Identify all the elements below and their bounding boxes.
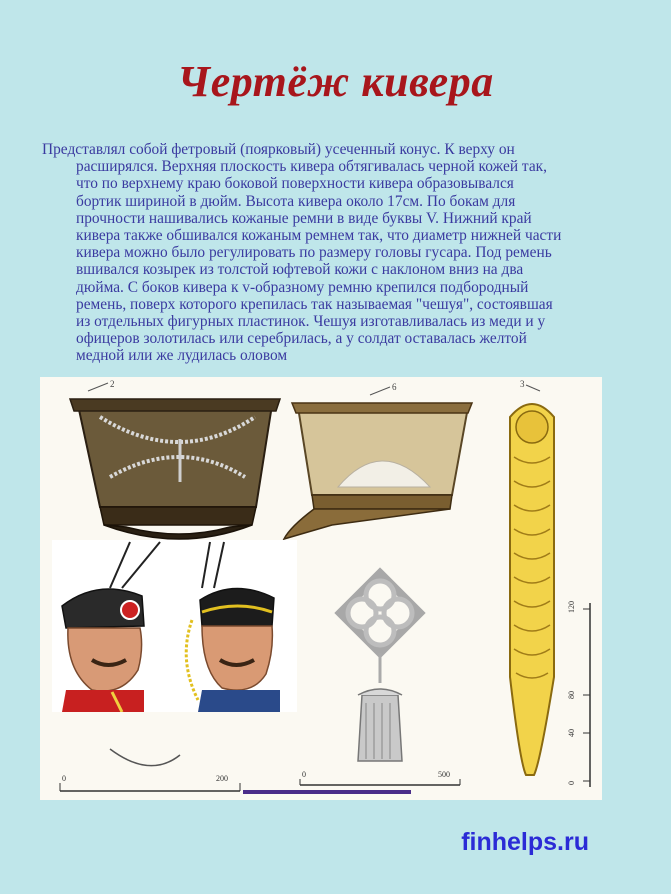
ruler-tick-label: 80 bbox=[567, 691, 576, 699]
text-line: кивера можно было регулировать по размеру головы гусара. Под ремень bbox=[76, 244, 552, 262]
ruler-tick-label: 120 bbox=[567, 601, 576, 613]
left-scale-bar bbox=[60, 749, 240, 791]
site-watermark: finhelps.ru bbox=[461, 828, 589, 856]
text-line: офицеров золотилась или серебрилась, а у солдат оставалась желтой bbox=[76, 330, 527, 348]
scale-tick-label: 500 bbox=[438, 770, 450, 779]
text-line: вшивался козырек из толстой юфтевой кожи с наклоном вниз на два bbox=[76, 261, 524, 279]
text-line: из отдельных фигурных пластинок. Чешуя изготавливалась из меди и у bbox=[76, 313, 546, 331]
shako-front-view bbox=[70, 379, 280, 539]
ruler-tick-label: 40 bbox=[567, 729, 576, 737]
text-line: Представлял собой фетровый (поярковый) усеченный конус. К верху он bbox=[42, 141, 515, 158]
text-line: медной или же лудилась оловом bbox=[76, 347, 288, 365]
scale-tick-label: 200 bbox=[216, 774, 228, 783]
figure-number-label: 6 bbox=[392, 382, 397, 392]
footer-accent-bar bbox=[243, 790, 411, 794]
scale-tick-label: 0 bbox=[302, 770, 306, 779]
hussar-portraits-drawing bbox=[52, 540, 297, 712]
slide-title: Чертёж кивера bbox=[177, 57, 494, 106]
text-line: что по верхнему краю боковой поверхности кивера образовывался bbox=[76, 175, 514, 193]
text-line: расширялся. Верхняя плоскость кивера обтягивалась черной кожей так, bbox=[76, 158, 547, 176]
text-line: бортик шириной в дюйм. Высота кивера около 17см. По бокам для bbox=[76, 192, 516, 210]
text-line: ремень, поверх которого крепилась так называемая "чешуя", состоявшая bbox=[76, 295, 553, 313]
hussar-right-portrait bbox=[186, 542, 280, 712]
hussar-left-portrait bbox=[62, 542, 160, 712]
scale-tick-label: 0 bbox=[62, 774, 66, 783]
figure-number-label: 2 bbox=[110, 379, 115, 389]
ruler-tick-label: 0 bbox=[567, 781, 576, 785]
shako-side-view bbox=[284, 382, 472, 539]
text-line: прочности нашивались кожаные ремни в виде буквы V. Нижний край bbox=[76, 209, 532, 227]
text-line: кивера также обшивался кожаным ремнем так, что диаметр нижней части bbox=[76, 227, 562, 245]
body-paragraph bbox=[42, 141, 632, 365]
figure-number-label: 3 bbox=[520, 379, 525, 389]
scale-chain-view bbox=[510, 379, 590, 787]
hussar-portraits bbox=[52, 540, 297, 712]
knot-ornament-view bbox=[300, 573, 460, 785]
text-line: дюйма. С боков кивера к v-образному ремню крепился подбородный bbox=[76, 278, 529, 296]
